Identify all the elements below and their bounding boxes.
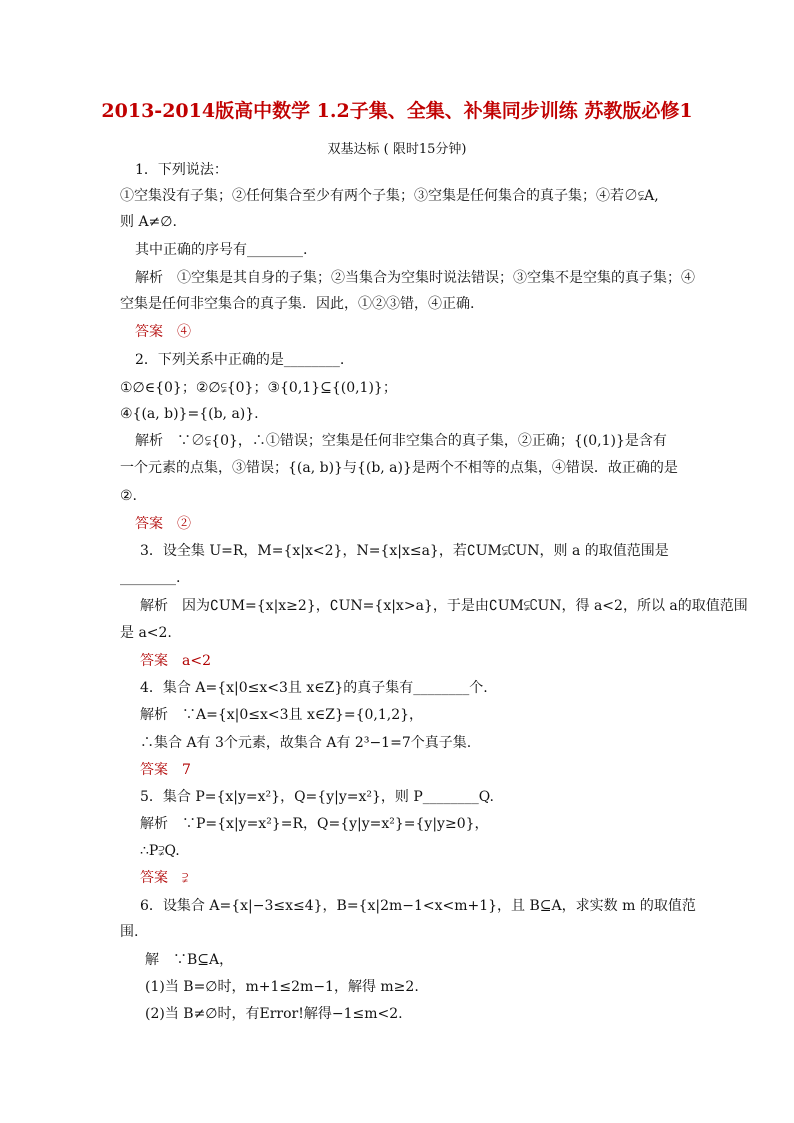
- text-line: 是 a<2.: [120, 625, 172, 641]
- text-line: 空集是任何非空集合的真子集．因此，①②③错，④正确.: [120, 296, 475, 312]
- text-line: 解析 ∵A={x|0≤x<3且 x∈Z}={0,1,2}，: [140, 707, 424, 723]
- answer-line: 答案 ④: [135, 324, 191, 340]
- answer-line: 答案 a<2: [140, 653, 211, 669]
- text-line: 解析 ∵P={x|y=x²}=R，Q={y|y=x²}={y|y≥0}，: [140, 816, 489, 832]
- answer-line: 答案 7: [140, 762, 191, 778]
- text-line: 围.: [120, 924, 139, 940]
- answer-line: 答案 ⫌: [140, 870, 189, 886]
- section-subtitle: 双基达标 ( 限时15分钟): [327, 142, 467, 157]
- text-line: ①∅∈{0}；②∅⫋{0}；③{0,1}⊆{(0,1)}；: [120, 380, 397, 396]
- text-line: 4．集合 A={x|0≤x<3且 x∈Z}的真子集有________个.: [140, 680, 488, 696]
- text-line: ∴集合 A有 3个元素，故集合 A有 2³−1=7个真子集.: [140, 735, 472, 751]
- text-line: 解析 ∵∅⫋{0}，∴①错误；空集是任何非空集合的真子集，②正确；{(0,1)}是含有: [135, 433, 667, 449]
- text-line: 其中正确的序号有________.: [135, 242, 308, 258]
- text-line: (2)当 B≠∅时，有Error!解得−1≤m<2.: [145, 1006, 403, 1022]
- text-line: 解析 ①空集是其自身的子集；②当集合为空集时说法错误；③空集不是空集的真子集；④: [135, 270, 695, 286]
- text-line: ∴P⫌Q.: [140, 843, 180, 859]
- text-line: ②.: [120, 488, 138, 504]
- text-line: 则 A≠∅.: [120, 214, 177, 230]
- text-line: ________.: [120, 570, 181, 586]
- text-line: 3．设全集 U=R，M={x|x<2}，N={x|x≤a}，若∁UM⫋∁UN，则 a 的取值范围是: [140, 543, 669, 559]
- text-line: 解 ∵B⊆A，: [145, 952, 234, 968]
- text-line: 解析 因为∁UM={x|x≥2}，∁UN={x|x>a}，于是由∁UM⫋∁UN，得 a<2，所以 a的取值范围: [140, 598, 748, 614]
- text-line: 一个元素的点集，③错误；{(a, b)}与{(b, a)}是两个不相等的点集，④错误．故正确的是: [120, 460, 678, 476]
- text-line: ④{(a, b)}={(b, a)}.: [120, 406, 259, 422]
- text-line: (1)当 B=∅时，m+1≤2m−1，解得 m≥2.: [145, 979, 419, 995]
- text-line: 1．下列说法：: [135, 162, 228, 178]
- text-line: ①空集没有子集；②任何集合至少有两个子集；③空集是任何集合的真子集；④若∅⫋A,: [120, 188, 659, 204]
- text-line: 6．设集合 A={x|−3≤x≤4}，B={x|2m−1<x<m+1}，且 B⊆A，求实数 m 的取值范: [140, 898, 696, 914]
- answer-line: 答案 ②: [135, 516, 191, 532]
- text-line: 2．下列关系中正确的是________.: [135, 352, 345, 368]
- text-line: 5．集合 P={x|y=x²}，Q={y|y=x²}，则 P________Q.: [140, 789, 494, 805]
- document-title: 2013-2014版高中数学 1.2子集、全集、补集同步训练 苏教版必修1: [101, 100, 693, 122]
